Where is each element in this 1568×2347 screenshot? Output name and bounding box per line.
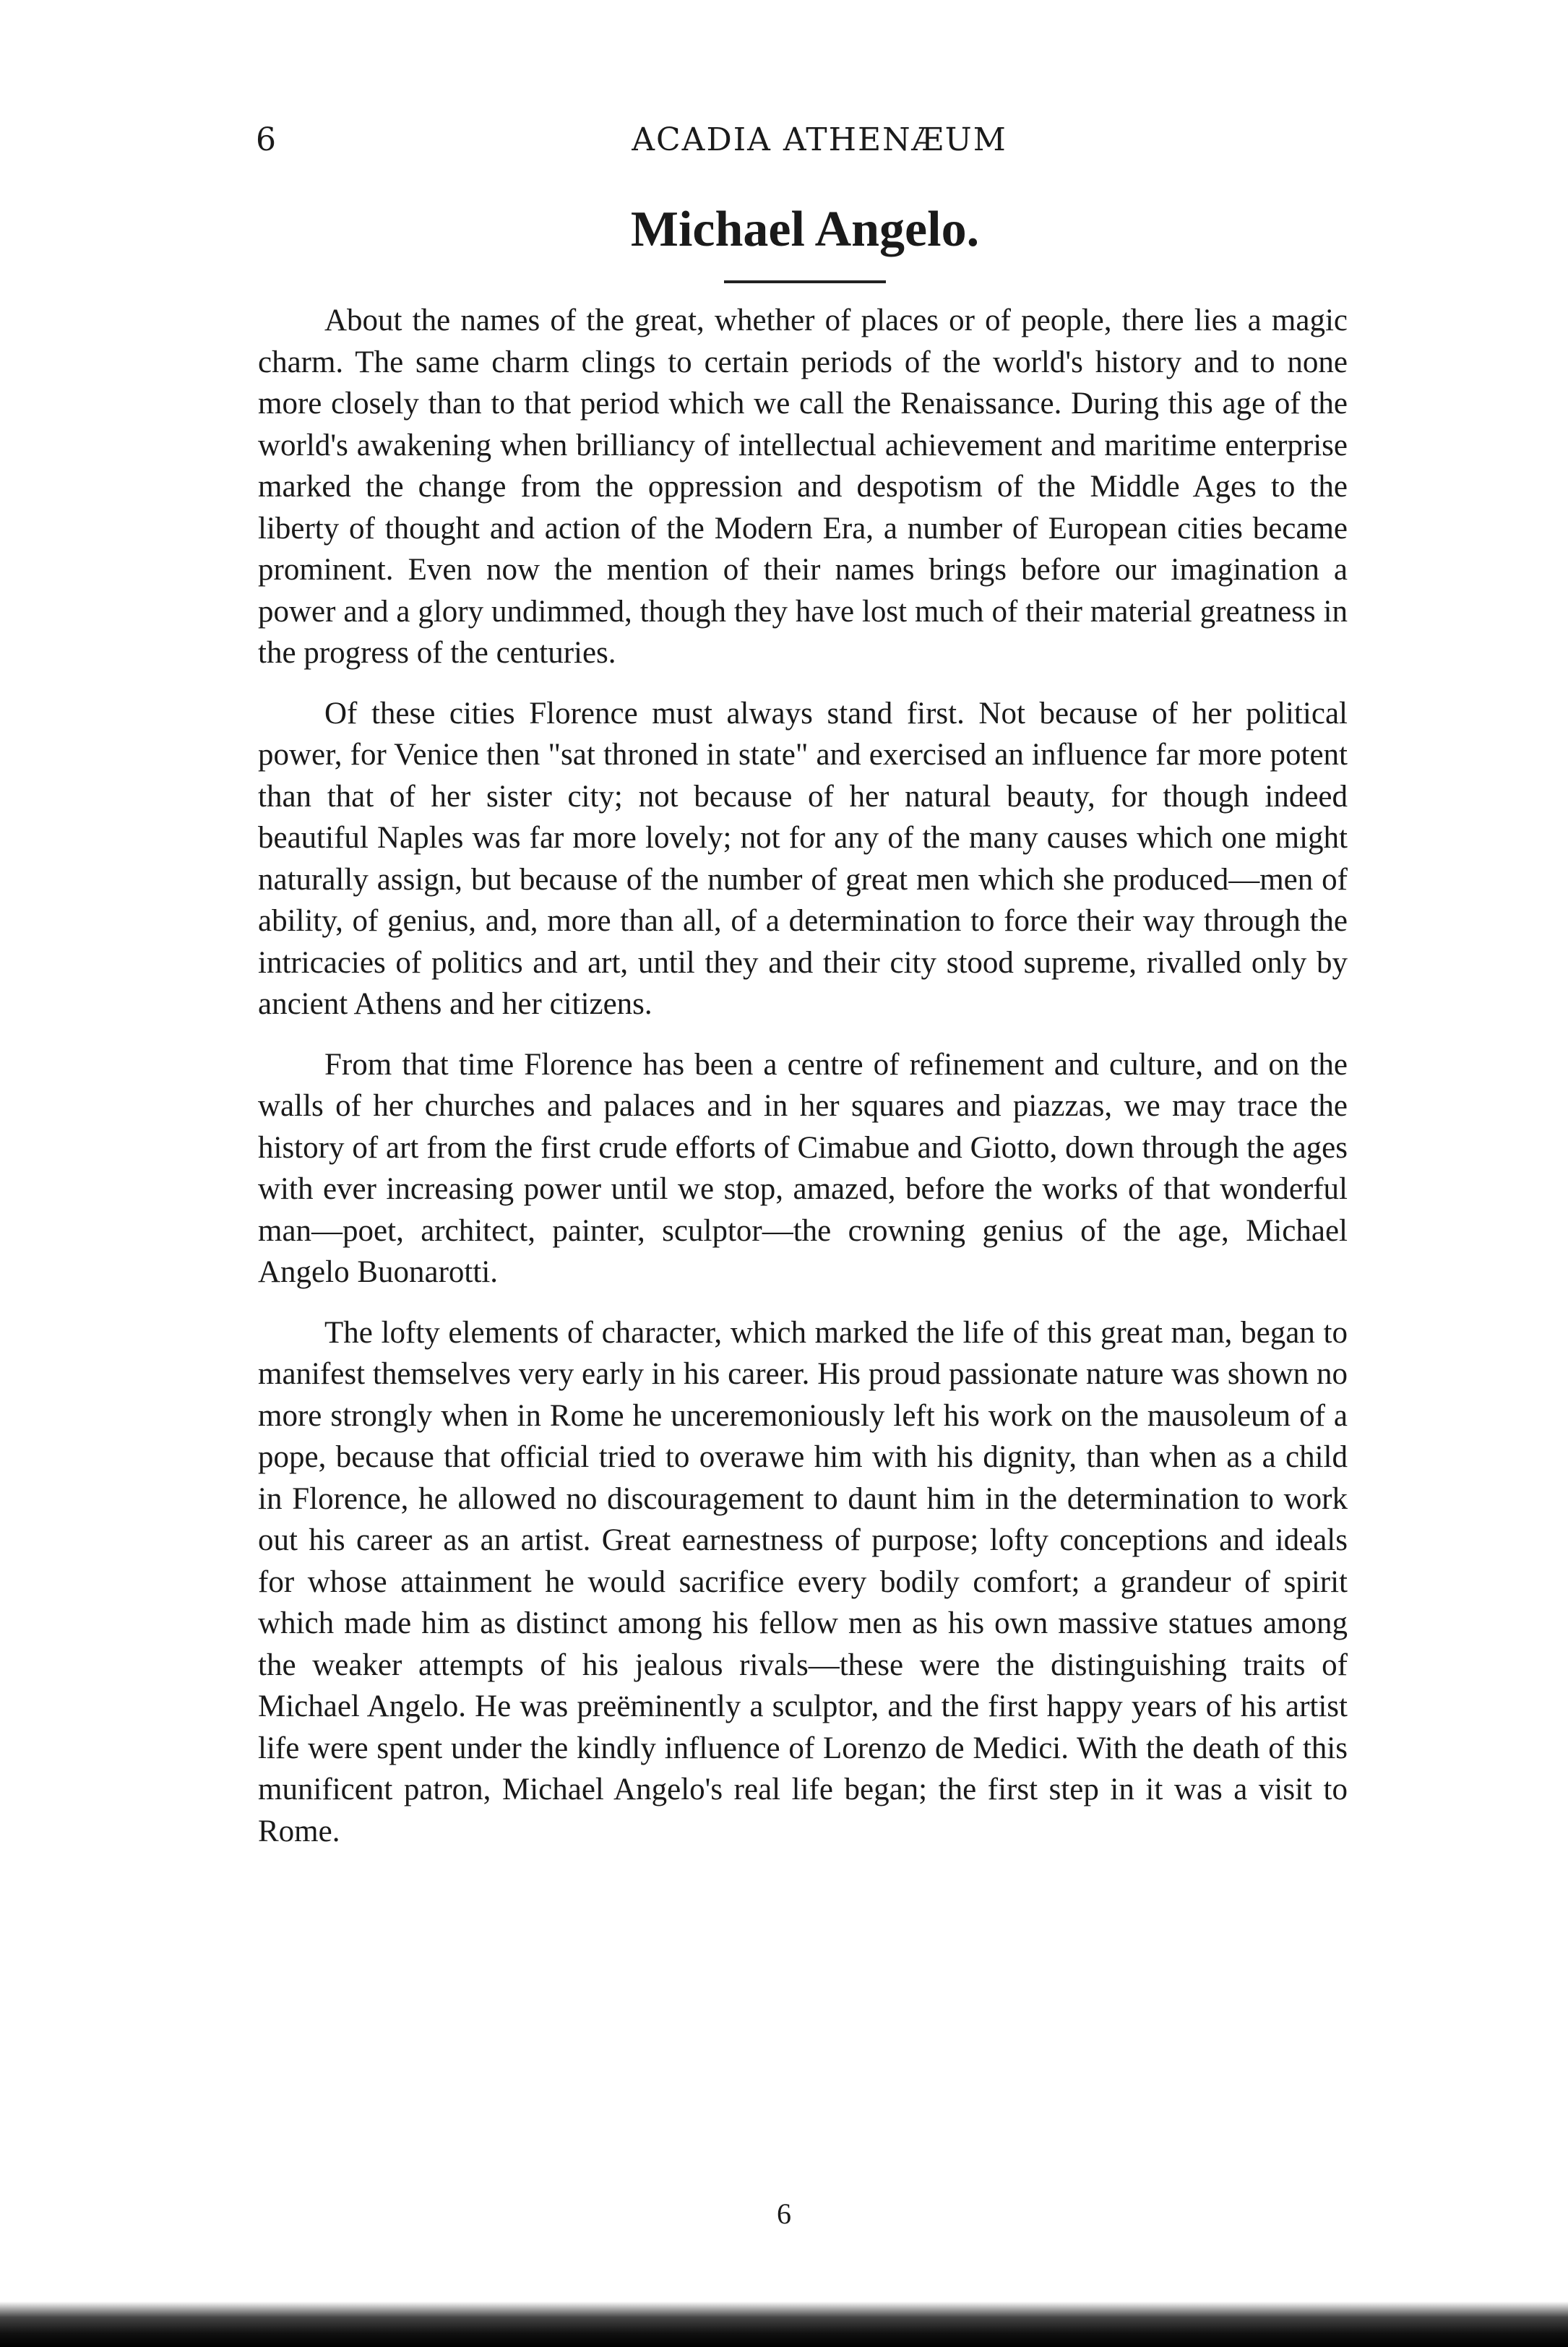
paragraph-1: About the names of the great, whether of places or of people, there lies a magic charm. The same charm clings to certain periods of the world's history and to none more closely than to that period which we call the Renaissance. During this age of the world's awakening when brilliancy of intellectual achievement and maritime enterprise marked the change from the oppression and despotism of the Middle Ages to the liberty of thought and action of the Modern Era, a number of European cities became prominent. Even now the mention of their names brings before our imagination a power and a glory undimmed, though they have lost much of their material greatness in the progress of the centuries. (258, 303, 1348, 670)
footer-page-number: 6 (777, 2197, 791, 2230)
running-title: ACADIA ATHENÆUM (632, 121, 1007, 158)
running-header (249, 114, 1361, 165)
paragraph-3: From that time Florence has been a centre of refinement and culture, and on the walls of her churches and palaces and in her squares and piazzas, we may trace the history of art from the first crude efforts of Cimabue and Giotto, down through the ages with ever increasing power until we stop, amazed, before the works of that wonderful man—poet, architect, painter, sculptor—the crowning genius of the age, Michael Angelo Buonarotti. (258, 1047, 1348, 1289)
paragraph-2: Of these cities Florence must always stand first. Not because of her political power, for Venice then "sat throned in state" and exercised an influence far more potent than that of her sister city; not because of her natural beauty, for though indeed beautiful Naples was far more lovely; not for any of the many causes which one might naturally assign, but because of the number of great men which she produced—men of ability, of genius, and, more than all, of a determination to force their way through the intricacies of politics and art, until they and their city stood supreme, rivalled only by ancient Athens and her citizens. (258, 696, 1348, 1021)
paragraph-4: The lofty elements of character, which marked the life of this great man, began to manifest themselves very early in his career. His proud passionate nature was shown no more strongly when in Rome he unceremoniously left his work on the mausoleum of a pope, because that official tried to overawe him with his dignity, than when as a child in Florence, he allowed no discouragement to daunt him in the determination to work out his career as an artist. Great earnestness of purpose; lofty conceptions and ideals for whose attainment he would sacrifice every bodily comfort; a grandeur of spirit which made him as distinct among his fellow men as his own massive statues among the weaker attempts of his jealous rivals—these were the distinguishing traits of Michael Angelo. He was preëminently a sculptor, and the first happy years of his artist life were spent under the kindly influence of Lorenzo de Medici. With the death of this munificent patron, Michael Angelo's real life began; the first step in it was a visit to Rome. (258, 1315, 1348, 1848)
header-page-number: 6 (256, 121, 277, 158)
article-body (258, 300, 1348, 1871)
scan-edge-shadow (0, 2301, 1568, 2347)
article-title: Michael Angelo. (630, 202, 980, 257)
title-rule (724, 280, 886, 283)
